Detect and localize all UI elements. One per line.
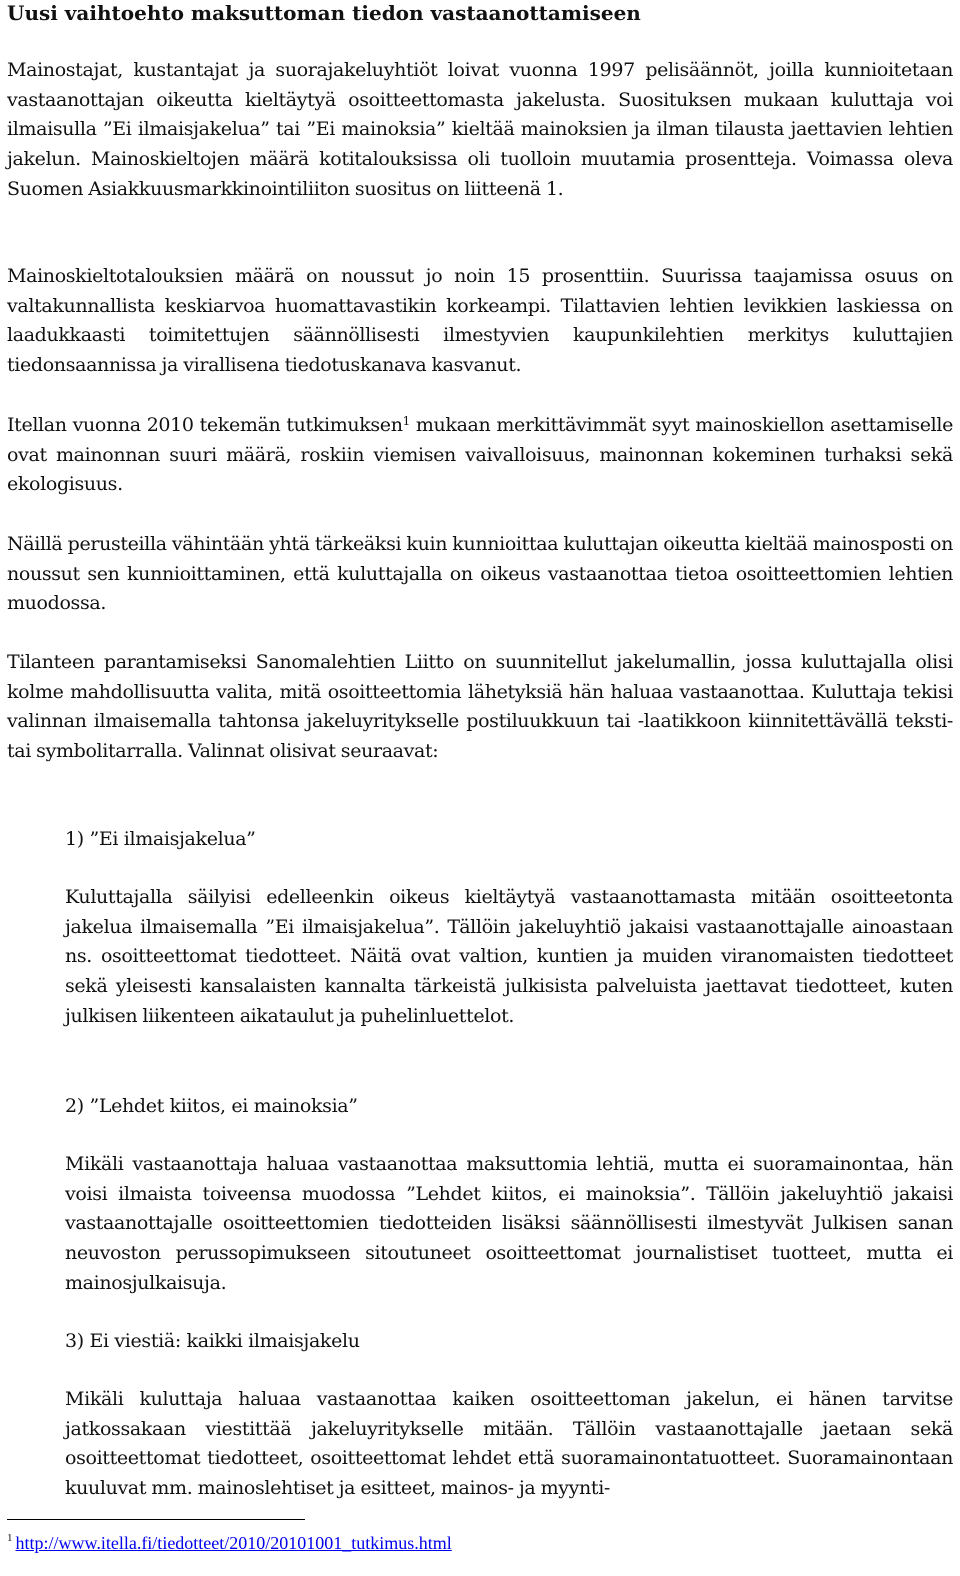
footnote-marker: 1 [7,1532,13,1544]
footnote-reference: 1 [402,414,410,428]
study-text-end: mukaan merkittävimmät syyt mainoskiellon asettamiselle ovat mainonnan suuri määrä, roskiin viemisen vaivalloisuus, mainonnan kokeminen turhaksi sekä ekologisuus. [7,414,953,496]
footnote-divider [7,1519,305,1520]
option-2-heading: 2) ”Lehdet kiitos, ei mainoksia” [65,1095,358,1117]
option-2-text: Mikäli vastaanottaja haluaa vastaanottaa maksuttomia lehtiä, mutta ei suoramainontaa, hän voisi ilmaista toiveensa muodossa ”Lehdet kiitos, ei mainoksia”. Tällöin jakeluyhtiö jakaisi vastaanottajalle osoitteettomien tiedotteiden lisäksi säännöllisesti ilmestyvät Julkisen sanan neuvoston perussopimukseen sitoutuneet osoitteettomat journalistiset tuotteet, mutta ei mainosjulkaisuja. [65,1153,953,1294]
option-1-heading: 1) ”Ei ilmaisjakelua” [65,828,256,850]
paragraph-right-to-receive: Näillä perusteilla vähintään yhtä tärkeäksi kuin kunnioittaa kuluttajan oikeutta kieltää mainosposti on noussut sen kunnioittaminen, että kuluttajalla on oikeus vastaanottaa tietoa osoitteettomien lehtien muodossa. [7,533,953,615]
footnote [7,1532,452,1554]
study-text-start: Itellan vuonna 2010 tekemän tutkimuksen [7,414,403,436]
option-3-heading: 3) Ei viestiä: kaikki ilmaisjakelu [65,1330,360,1352]
option-1-text: Kuluttajalla säilyisi edelleenkin oikeus kieltäytyä vastaanottamasta mitään osoitteetonta jakelua ilmaisemalla ”Ei ilmaisjakelua”. Tällöin jakeluyhtiö jakaisi vastaanottajalle ainoastaan ns. osoitteettomat tiedotteet. Näitä ovat valtion, kuntien ja muiden viranomaisten tiedotteet sekä yleisesti kansalaisten kannalta tärkeistä julkisista palveluista jaettavat tiedotteet, kuten julkisen liikenteen aikataulut ja puhelinluettelot. [65,886,953,1027]
option-3-text: Mikäli kuluttaja haluaa vastaanottaa kaiken osoitteettoman jakelun, ei hänen tarvitse jatkossakaan viestittää jakeluyritykselle mitään. Tällöin vastaanottajalle jaetaan sekä osoitteettomat tiedotteet, osoitteettomat lehdet että suoramainontatuotteet. Suoramainontaan kuuluvat mm. mainoslehtiset ja esitteet, mainos- ja myynti- [65,1388,953,1500]
footnote-link[interactable]: http://www.itella.fi/tiedotteet/2010/20101001_tutkimus.html [15,1533,452,1553]
document-title: Uusi vaihtoehto maksuttoman tiedon vastaanottamiseen [7,1,641,25]
paragraph-distribution-model: Tilanteen parantamiseksi Sanomalehtien Liitto on suunnitellut jakelumallin, jossa kuluttajalla olisi kolme mahdollisuutta valita, mitä osoitteettomia lähetyksiä hän haluaa vastaanottaa. Kuluttaja tekisi valinnan ilmaisemalla tahtonsa jakeluyritykselle postiluukkuun tai -laatikkoon kiinnitettävällä teksti- tai symbolitarralla. Valinnat olisivat seuraavat: [7,651,953,763]
paragraph-ban-share: Mainoskieltotalouksien määrä on noussut jo noin 15 prosenttiin. Suurissa taajamissa osuus on valtakunnallista keskiarvoa huomattavastikin korkeampi. Tilattavien lehtien levikkien laskiessa on laadukkaasti toimitettujen säännöllisesti ilmestyvien kaupunkilehtien merkitys kuluttajien tiedonsaannissa ja virallisena tiedotuskanava kasvanut. [7,265,953,377]
paragraph-itella-study [7,411,953,500]
paragraph-guidelines-1997: Mainostajat, kustantajat ja suorajakeluyhtiöt loivat vuonna 1997 pelisäännöt, joilla kunnioitetaan vastaanottajan oikeutta kieltäytyä osoitteettomasta jakelusta. Suosituksen mukaan kuluttaja voi ilmaisulla ”Ei ilmaisjakelua” tai ”Ei mainoksia” kieltää mainoksien ja ilman tilausta jaettavien lehtien jakelun. Mainoskieltojen määrä kotitalouksissa oli tuolloin muutamia prosentteja. Voimassa oleva Suomen Asiakkuusmarkkinointiliiton suositus on liitteenä 1. [7,59,953,200]
